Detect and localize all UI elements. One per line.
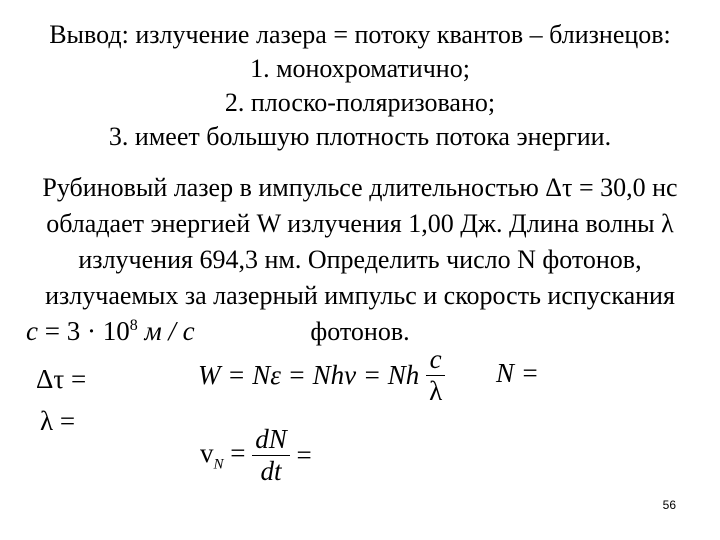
rate-trailing-equals: = [296,440,312,470]
rate-denominator: dt [260,456,282,486]
n-formula: N = [496,358,539,388]
rate-fraction [252,424,290,487]
energy-numerator: c [426,344,445,376]
conclusion-item: 2. плоско-поляризовано; [224,88,496,117]
problem-line: Рубиновый лазер в импульсе длительностью Δτ = 30,0 нс [42,173,678,202]
rate-numerator: dN [252,424,290,456]
delta-tau-formula: Δτ = [36,364,87,394]
speed-of-light-formula [26,316,195,347]
c-units: м / с [137,316,195,346]
problem-line: фотонов. [310,317,410,346]
conclusion [0,18,720,154]
rate-subscript: N [213,456,224,473]
rate-equals: = [223,437,246,468]
energy-formula [198,344,445,407]
c-value: = 3 · 10 [37,316,130,346]
page-number: 56 [662,498,676,512]
c-symbol: c [26,316,38,346]
lambda-formula: λ = [40,406,76,436]
conclusion-heading: Вывод: излучение лазера = потоку квантов – близнецов: [49,20,671,49]
energy-prefix: W = Nε = Nhν = Nh [198,360,420,390]
energy-denominator: λ [429,376,443,406]
problem-line: обладает энергией W излучения 1,00 Дж. Длина волны λ [46,209,674,238]
c-exponent: 8 [129,317,138,334]
rate-lhs: $v_N$ = [200,437,246,473]
rate-formula [200,424,312,487]
conclusion-item: 1. монохроматично; [250,54,470,83]
problem-line: излучаемых за лазерный импульс и скорость испускания [45,281,675,310]
energy-fraction [426,344,445,407]
problem-line: излучения 694,3 нм. Определить число N фотонов, [78,245,642,274]
conclusion-item: 3. имеет большую плотность потока энергии. [108,122,612,151]
